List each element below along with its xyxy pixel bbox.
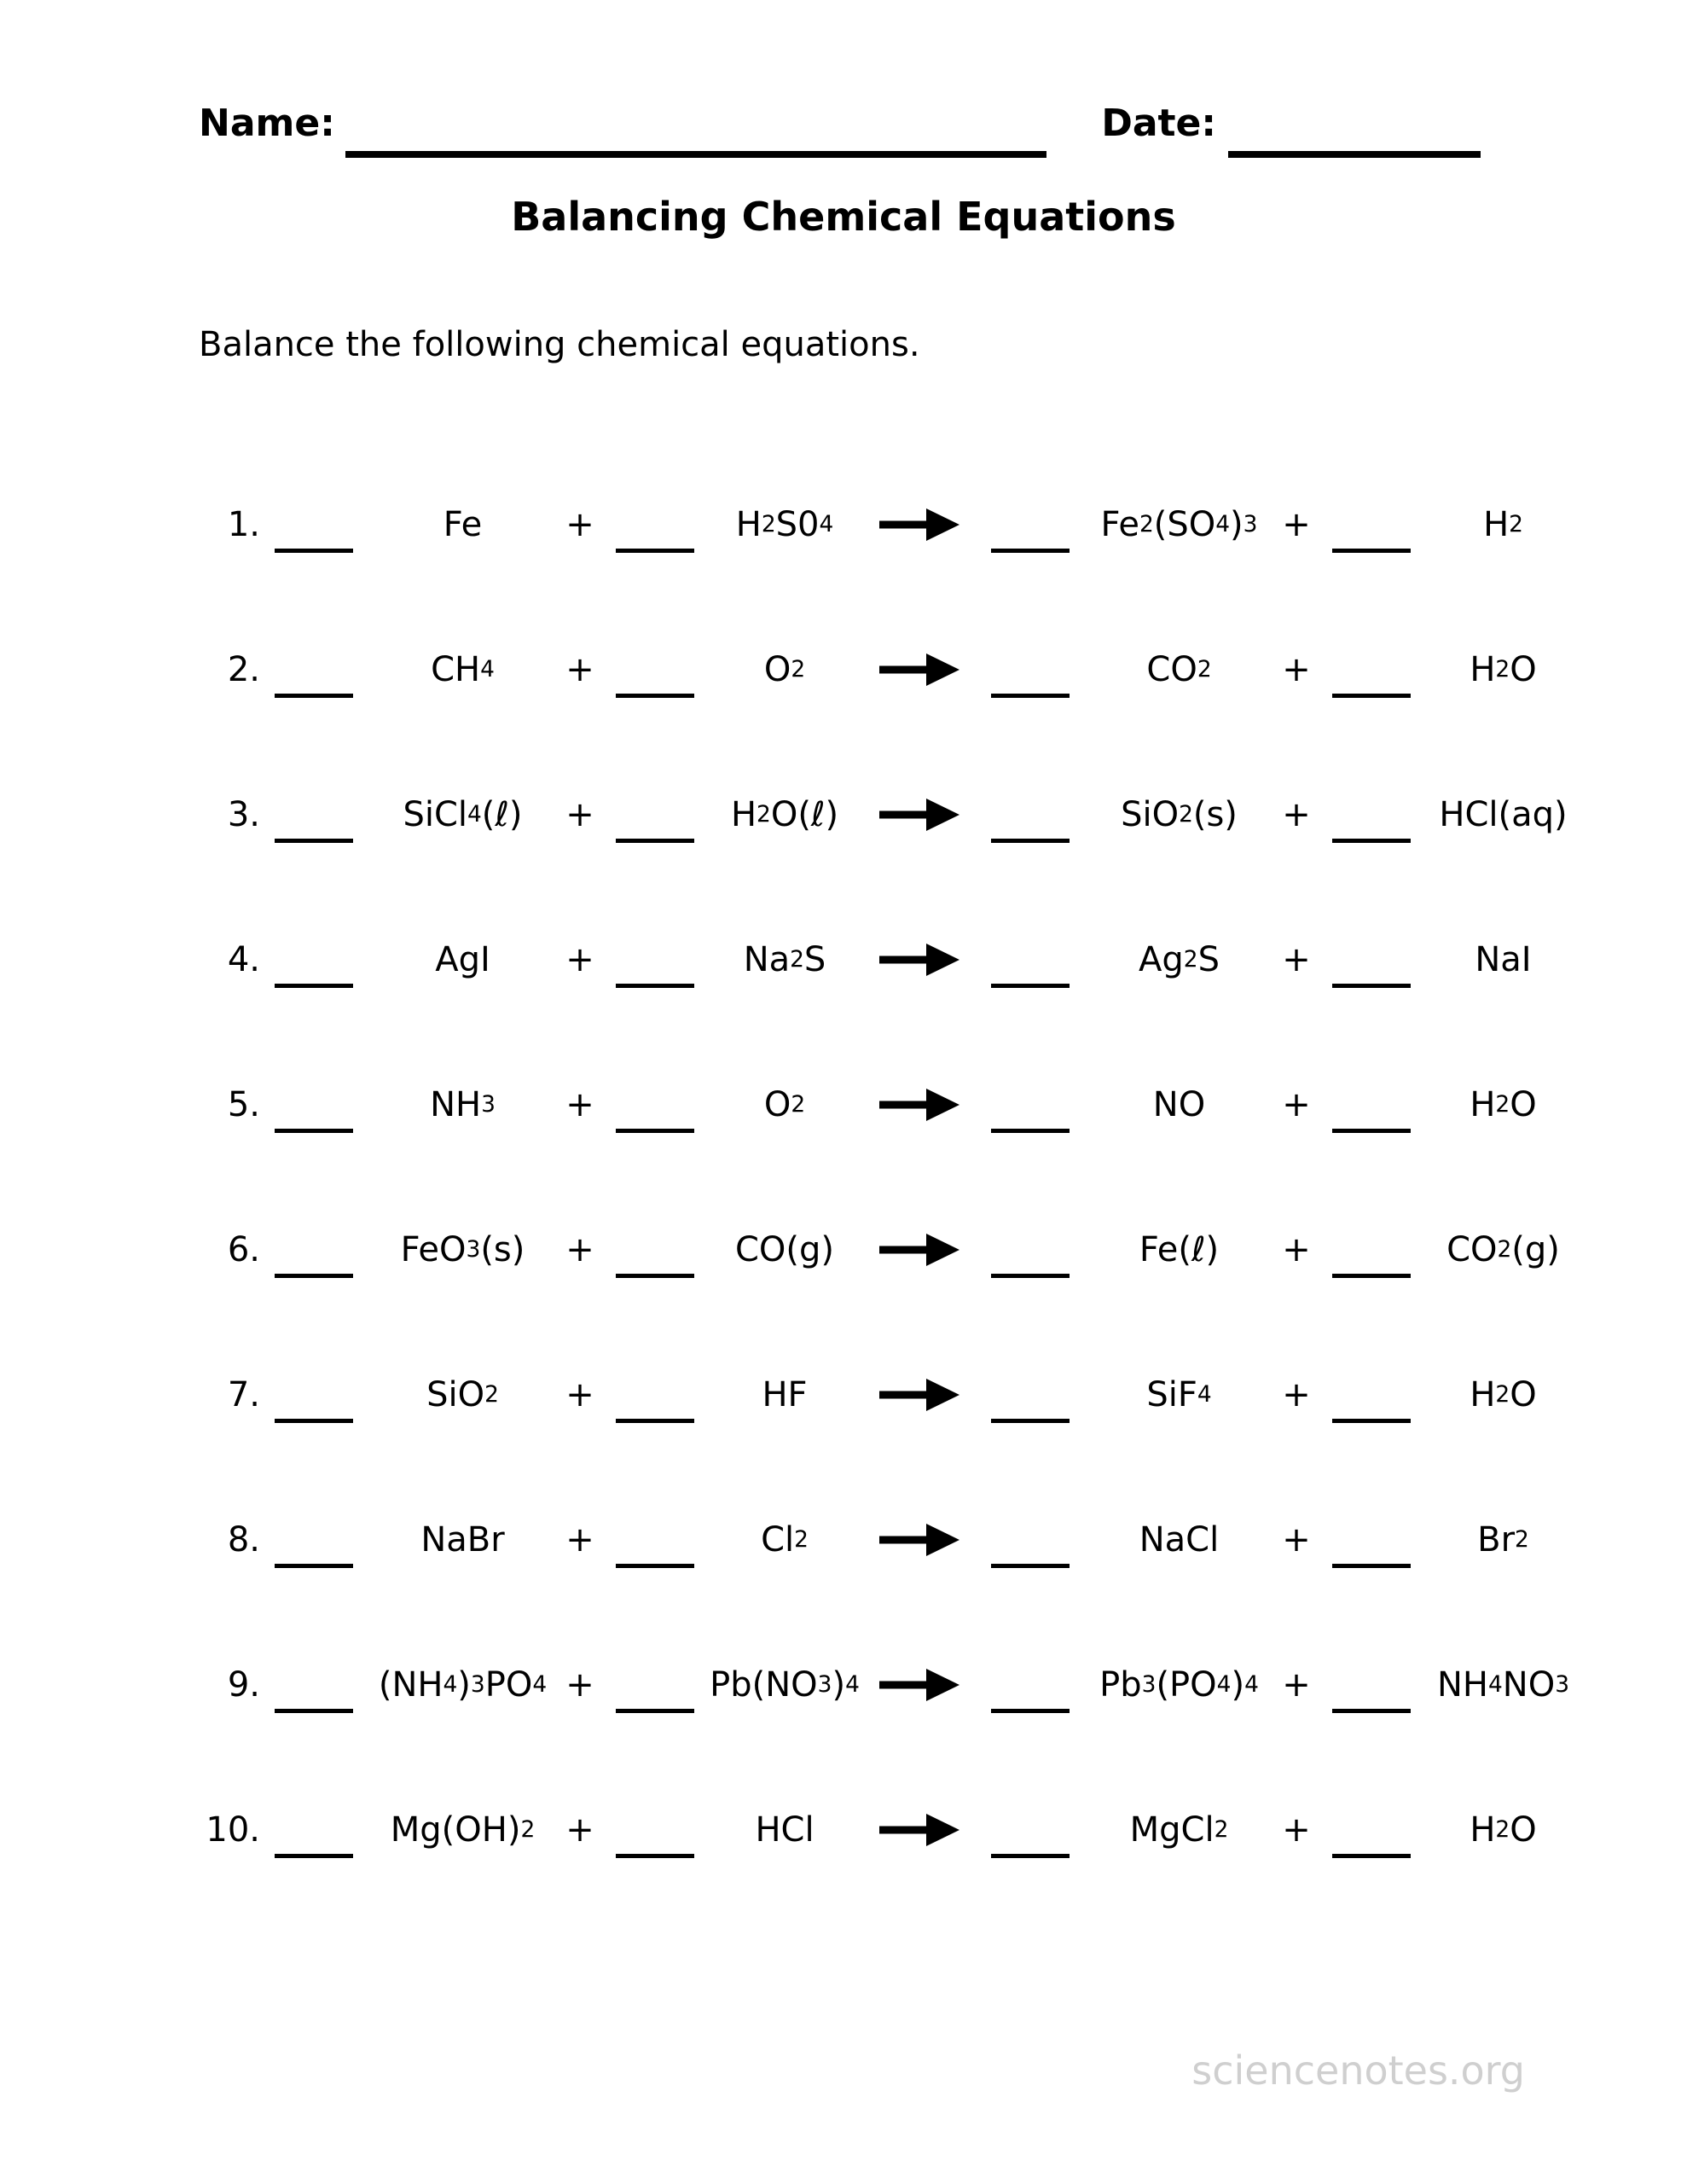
reactant-formula: O 2 <box>763 649 806 689</box>
page-title: Balancing Chemical Equations <box>511 193 1176 240</box>
plus-sign: + <box>1282 1519 1311 1560</box>
coefficient-blank[interactable] <box>601 796 708 833</box>
plus-sign: + <box>565 649 594 689</box>
reactant-formula: SiCl 4 (ℓ) <box>403 794 523 834</box>
product-formula: Fe 2 (SO 4 ) 3 <box>1100 504 1258 544</box>
reactant-formula: Fe <box>443 504 483 544</box>
equation-row <box>175 1032 1687 1177</box>
equation-number: 2. <box>227 649 260 689</box>
coefficient-blank[interactable] <box>1318 1811 1424 1848</box>
equation-row <box>175 1467 1687 1612</box>
equation-number: 1. <box>227 504 260 544</box>
plus-sign: + <box>565 1809 594 1850</box>
coefficient-blank[interactable] <box>601 1666 708 1703</box>
reactant-formula: AgI <box>435 939 490 979</box>
date-input-line[interactable] <box>1228 151 1481 158</box>
reactant-formula: (NH 4 ) 3 PO 4 <box>378 1664 548 1705</box>
product-formula: H 2 <box>1483 504 1523 544</box>
equation-number: 3. <box>227 794 260 834</box>
plus-sign: + <box>565 794 594 834</box>
coefficient-blank[interactable] <box>260 1521 367 1558</box>
coefficient-blank[interactable] <box>601 941 708 978</box>
equation-number: 6. <box>227 1229 260 1269</box>
plus-sign: + <box>1282 649 1311 689</box>
coefficient-blank[interactable] <box>1318 1521 1424 1558</box>
plus-sign: + <box>1282 1374 1311 1414</box>
product-formula: SiO 2 (s) <box>1121 794 1238 834</box>
coefficient-blank[interactable] <box>977 1376 1083 1413</box>
product-formula: NaI <box>1475 939 1532 979</box>
reactant-formula: NH 3 <box>430 1084 496 1124</box>
product-formula: NO <box>1152 1084 1206 1124</box>
coefficient-blank[interactable] <box>260 941 367 978</box>
plus-sign: + <box>565 939 594 979</box>
product-formula: Br 2 <box>1477 1519 1529 1560</box>
coefficient-blank[interactable] <box>977 1086 1083 1123</box>
reactant-formula: CO(g) <box>734 1229 834 1269</box>
coefficient-blank[interactable] <box>1318 1376 1424 1413</box>
product-formula: CO 2 (g) <box>1446 1229 1560 1269</box>
reaction-arrow-icon <box>861 1813 977 1847</box>
coefficient-blank[interactable] <box>601 1521 708 1558</box>
product-formula: Fe(ℓ) <box>1139 1229 1220 1269</box>
reactant-formula: O 2 <box>763 1084 806 1124</box>
reaction-arrow-icon <box>861 1378 977 1412</box>
reactant-formula: SiO 2 <box>426 1374 499 1414</box>
product-formula: MgCl 2 <box>1129 1809 1229 1850</box>
coefficient-blank[interactable] <box>601 1811 708 1848</box>
equation-number: 7. <box>227 1374 260 1414</box>
reactant-formula: CH 4 <box>431 649 495 689</box>
product-formula: NH 4 NO 3 <box>1437 1664 1569 1705</box>
equation-row <box>175 742 1687 887</box>
instructions-text: Balance the following chemical equations. <box>199 324 920 364</box>
plus-sign: + <box>1282 504 1311 544</box>
site-credit: sciencenotes.org <box>1191 2048 1525 2094</box>
coefficient-blank[interactable] <box>260 1231 367 1268</box>
reaction-arrow-icon <box>861 943 977 977</box>
reaction-arrow-icon <box>861 508 977 542</box>
equation-number: 5. <box>227 1084 260 1124</box>
plus-sign: + <box>1282 1229 1311 1269</box>
equation-list <box>175 452 1687 1902</box>
name-label: Name: <box>199 102 335 145</box>
coefficient-blank[interactable] <box>977 506 1083 543</box>
coefficient-blank[interactable] <box>260 1376 367 1413</box>
coefficient-blank[interactable] <box>260 651 367 688</box>
plus-sign: + <box>565 1084 594 1124</box>
product-formula: CO 2 <box>1146 649 1212 689</box>
coefficient-blank[interactable] <box>977 1521 1083 1558</box>
product-formula: SiF 4 <box>1146 1374 1212 1414</box>
coefficient-blank[interactable] <box>1318 941 1424 978</box>
product-formula: Pb 3 (PO 4 ) 4 <box>1099 1664 1259 1705</box>
equation-number: 8. <box>227 1519 260 1560</box>
reactant-formula: Mg(OH) 2 <box>390 1809 536 1850</box>
coefficient-blank[interactable] <box>1318 1231 1424 1268</box>
reactant-formula: Pb(NO 3 ) 4 <box>710 1664 860 1705</box>
reaction-arrow-icon <box>861 1088 977 1122</box>
equation-row <box>175 1322 1687 1467</box>
reaction-arrow-icon <box>861 653 977 687</box>
plus-sign: + <box>1282 1084 1311 1124</box>
reactant-formula: HF <box>762 1374 808 1414</box>
plus-sign: + <box>1282 1664 1311 1705</box>
plus-sign: + <box>1282 794 1311 834</box>
coefficient-blank[interactable] <box>601 1231 708 1268</box>
equation-row <box>175 1177 1687 1322</box>
coefficient-blank[interactable] <box>601 651 708 688</box>
equation-row <box>175 452 1687 597</box>
coefficient-blank[interactable] <box>1318 1086 1424 1123</box>
product-formula: H 2 O <box>1470 1374 1537 1414</box>
product-formula: H 2 O <box>1470 649 1537 689</box>
coefficient-blank[interactable] <box>1318 1666 1424 1703</box>
name-input-line[interactable] <box>345 151 1047 158</box>
reactant-formula: FeO 3 (s) <box>400 1229 525 1269</box>
coefficient-blank[interactable] <box>977 941 1083 978</box>
reaction-arrow-icon <box>861 798 977 832</box>
reactant-formula: NaBr <box>420 1519 505 1560</box>
equation-number: 10. <box>206 1809 260 1850</box>
reactant-formula: H 2 S0 4 <box>735 504 834 544</box>
header <box>0 102 1687 146</box>
reactant-formula: H 2 O(ℓ) <box>730 794 839 834</box>
coefficient-blank[interactable] <box>977 1666 1083 1703</box>
product-formula: H 2 O <box>1470 1809 1537 1850</box>
coefficient-blank[interactable] <box>977 651 1083 688</box>
reaction-arrow-icon <box>861 1668 977 1702</box>
reactant-formula: HCl <box>755 1809 815 1850</box>
coefficient-blank[interactable] <box>1318 506 1424 543</box>
coefficient-blank[interactable] <box>601 1086 708 1123</box>
reactant-formula: Na 2 S <box>743 939 826 979</box>
equation-number: 4. <box>227 939 260 979</box>
date-label: Date: <box>1101 102 1216 145</box>
equation-row <box>175 1757 1687 1902</box>
equation-number: 9. <box>227 1664 260 1705</box>
coefficient-blank[interactable] <box>260 796 367 833</box>
coefficient-blank[interactable] <box>977 796 1083 833</box>
coefficient-blank[interactable] <box>601 506 708 543</box>
equation-row <box>175 597 1687 742</box>
plus-sign: + <box>565 1519 594 1560</box>
product-formula: HCl(aq) <box>1439 794 1568 834</box>
equation-row <box>175 1612 1687 1757</box>
plus-sign: + <box>565 504 594 544</box>
reaction-arrow-icon <box>861 1523 977 1557</box>
coefficient-blank[interactable] <box>1318 651 1424 688</box>
coefficient-blank[interactable] <box>260 506 367 543</box>
plus-sign: + <box>565 1664 594 1705</box>
product-formula: H 2 O <box>1470 1084 1537 1124</box>
reaction-arrow-icon <box>861 1233 977 1267</box>
plus-sign: + <box>1282 1809 1311 1850</box>
coefficient-blank[interactable] <box>977 1811 1083 1848</box>
coefficient-blank[interactable] <box>1318 796 1424 833</box>
plus-sign: + <box>565 1374 594 1414</box>
plus-sign: + <box>1282 939 1311 979</box>
product-formula: NaCl <box>1139 1519 1220 1560</box>
product-formula: Ag 2 S <box>1139 939 1220 979</box>
coefficient-blank[interactable] <box>260 1086 367 1123</box>
equation-row <box>175 887 1687 1032</box>
plus-sign: + <box>565 1229 594 1269</box>
reactant-formula: Cl 2 <box>761 1519 809 1560</box>
coefficient-blank[interactable] <box>977 1231 1083 1268</box>
coefficient-blank[interactable] <box>601 1376 708 1413</box>
coefficient-blank[interactable] <box>260 1811 367 1848</box>
coefficient-blank[interactable] <box>260 1666 367 1703</box>
